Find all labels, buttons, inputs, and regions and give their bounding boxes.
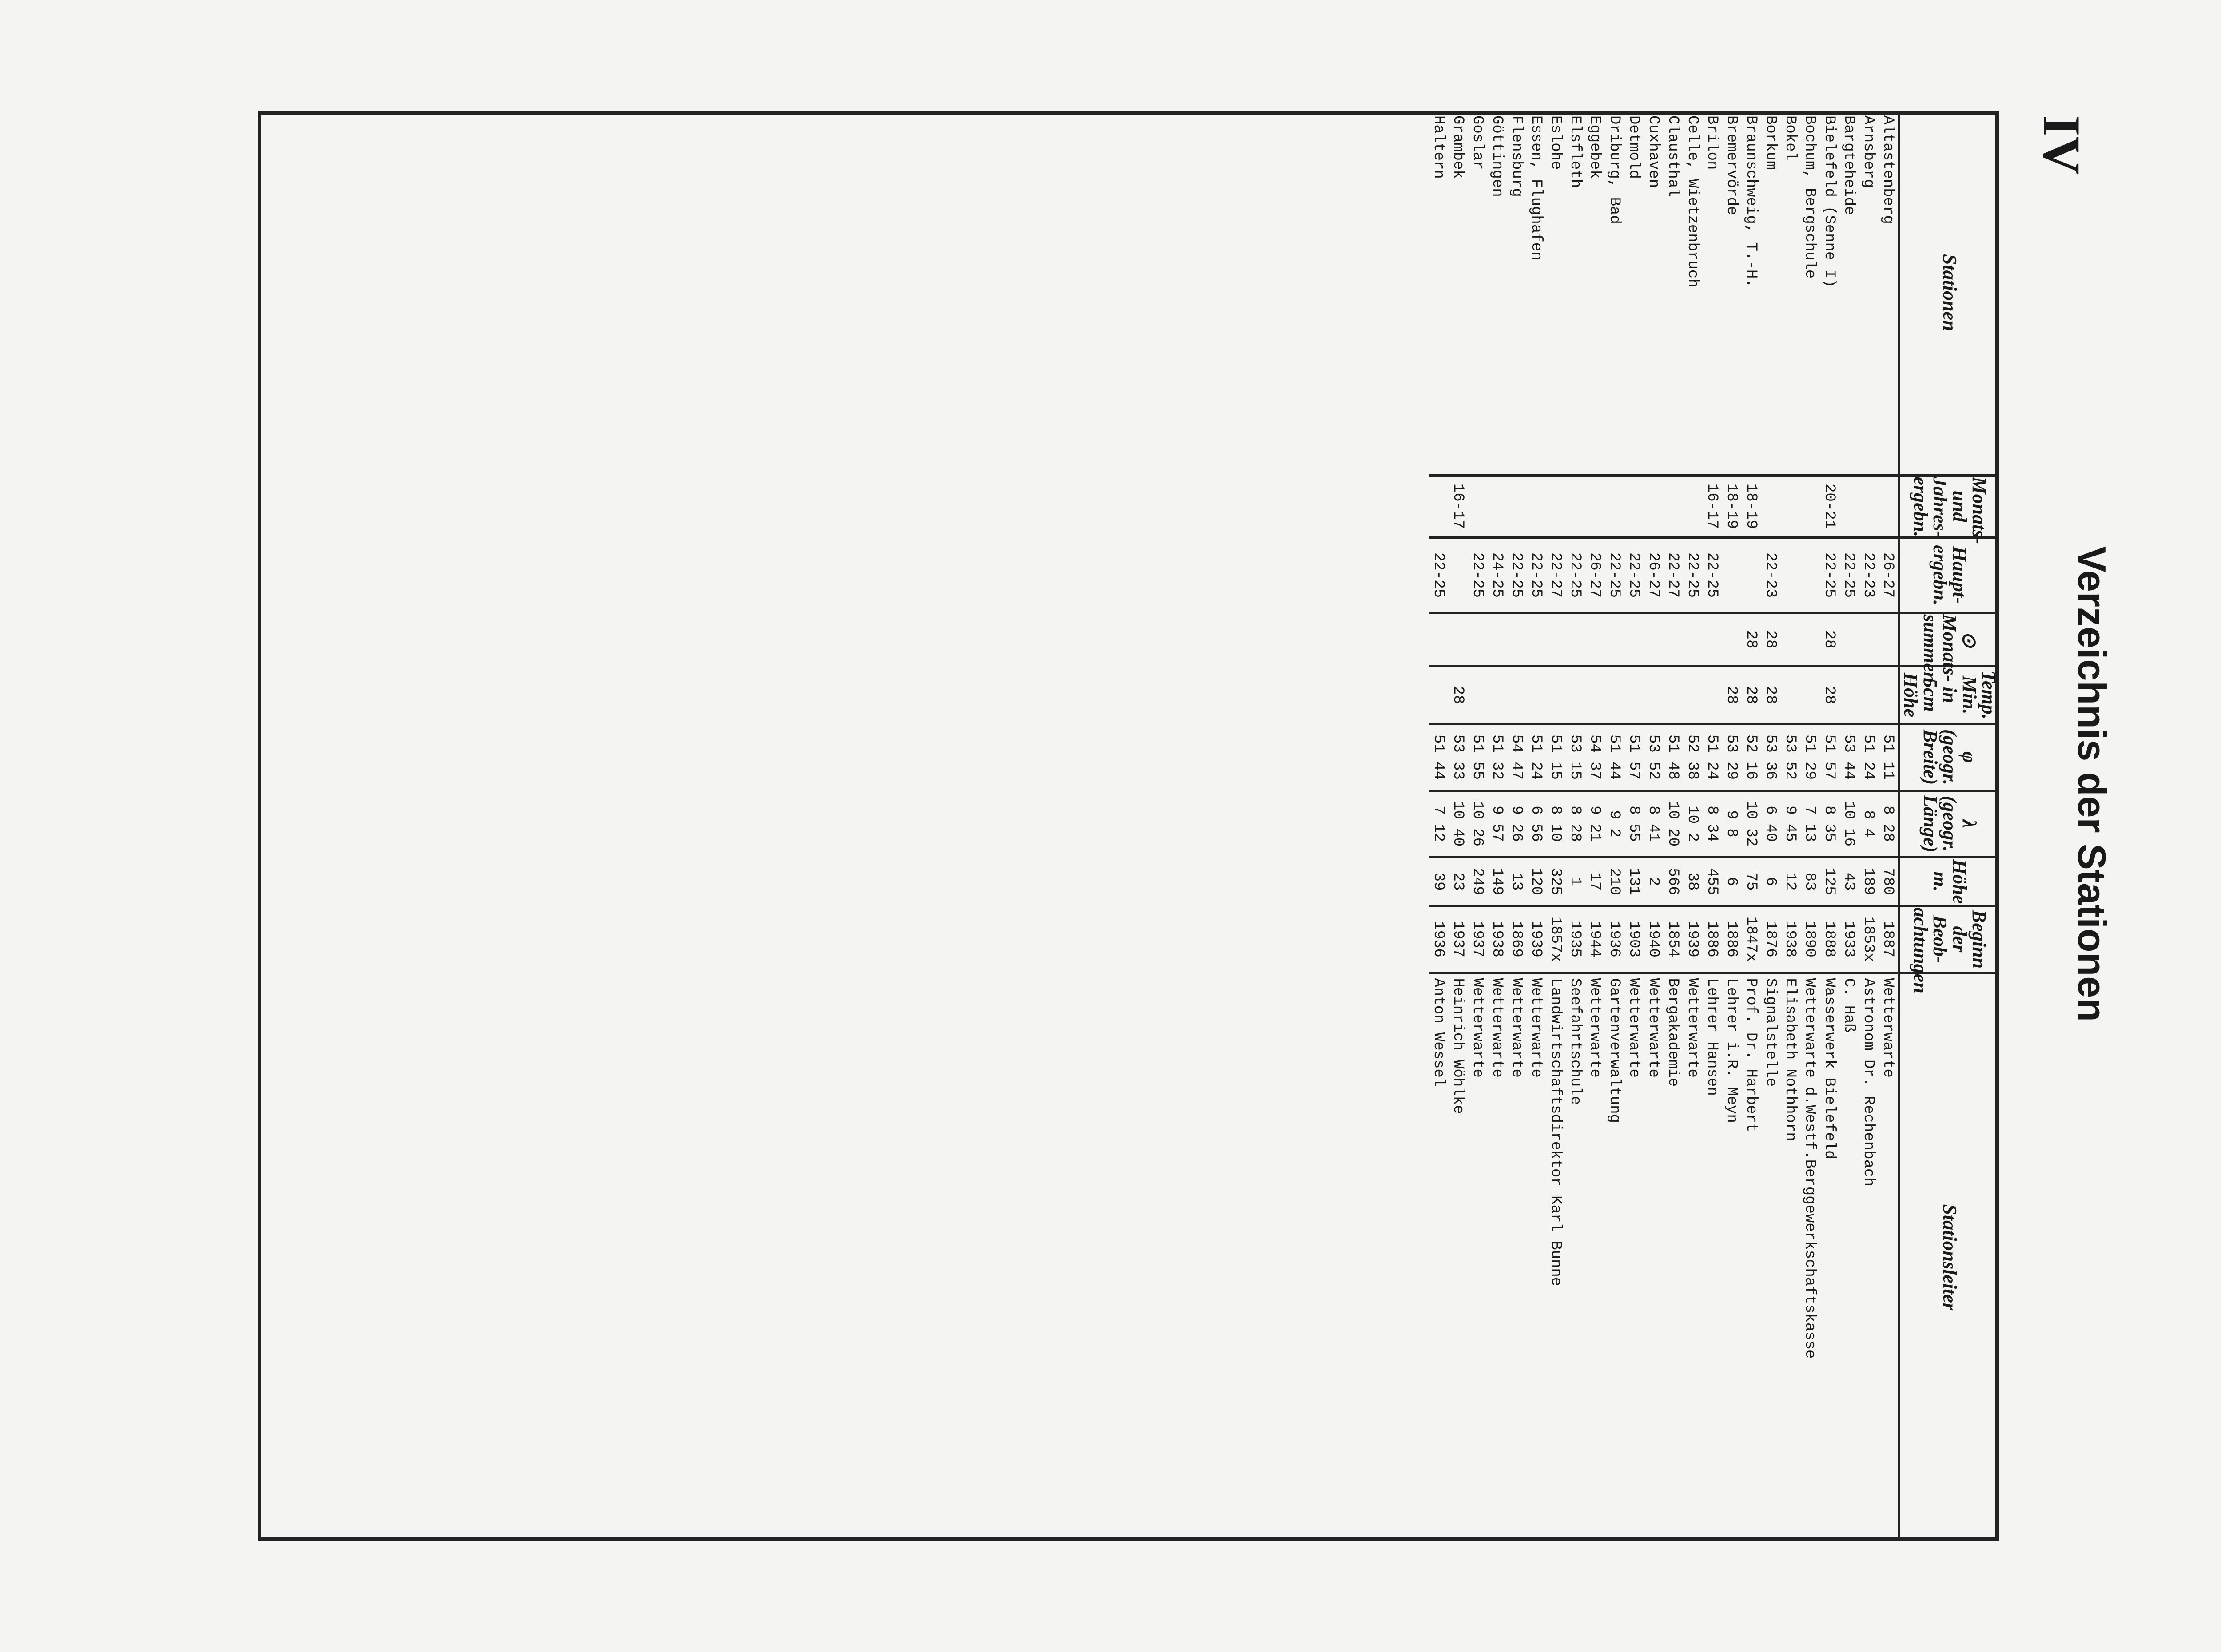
table-cell xyxy=(1507,475,1526,537)
table-cell: 52 38 xyxy=(1683,724,1702,790)
table-row xyxy=(1507,111,1526,1541)
table-row xyxy=(1526,111,1546,1541)
table-cell: 10 26 xyxy=(1468,790,1487,857)
table-cell: 9 57 xyxy=(1487,790,1507,857)
table-cell: 13 xyxy=(1507,857,1526,906)
table-cell xyxy=(1468,475,1487,537)
header-temp: Temp. Min. in 5cm Höhe xyxy=(1899,666,1999,724)
header-row xyxy=(1899,111,1999,1541)
table-cell: 54 47 xyxy=(1507,724,1526,790)
table-cell: 53 52 xyxy=(1780,724,1800,790)
table-cell: 28 xyxy=(1741,613,1761,666)
table-cell: 28 xyxy=(1761,666,1780,724)
table-cell: 22-25 xyxy=(1819,537,1839,613)
table-cell: 51 44 xyxy=(1604,724,1624,790)
table-cell xyxy=(1604,613,1624,666)
table-cell: 249 xyxy=(1468,857,1487,906)
table-cell: Grambek xyxy=(1448,111,1468,475)
table-cell: 53 44 xyxy=(1839,724,1859,790)
table-row xyxy=(1546,111,1565,1541)
page-title: Verzeichnis der Stationen xyxy=(2070,546,2114,1022)
table-cell: Celle, Wietzenbruch xyxy=(1683,111,1702,475)
table-cell: 20-21 xyxy=(1819,475,1839,537)
table-cell: Wetterwarte xyxy=(1489,978,1505,1078)
table-cell: Wetterwarte xyxy=(1684,978,1701,1078)
table-cell: 28 xyxy=(1761,613,1780,666)
table-cell xyxy=(1448,537,1468,613)
table-cell: 566 xyxy=(1663,857,1683,906)
table-cell: 8 28 xyxy=(1565,790,1585,857)
table-cell: 22-23 xyxy=(1761,537,1780,613)
table-cell: Wetterwarte xyxy=(1645,978,1662,1078)
table-cell: 53 33 xyxy=(1448,724,1468,790)
table-row xyxy=(1741,111,1761,1541)
table-cell: 24-25 xyxy=(1487,537,1507,613)
table-cell: 8 34 xyxy=(1702,790,1722,857)
table-cell: 22-25 xyxy=(1683,537,1702,613)
header-hoehe: Höhe m. xyxy=(1899,857,1999,906)
table-cell: 189 xyxy=(1859,857,1878,906)
table-row xyxy=(1839,111,1859,1541)
table-cell: 38 xyxy=(1683,857,1702,906)
table-cell: 51 48 xyxy=(1663,724,1683,790)
table-cell xyxy=(1429,666,1448,724)
table-cell xyxy=(1546,666,1565,724)
table-cell: 23 xyxy=(1448,857,1468,906)
table-cell: 8 10 xyxy=(1546,790,1565,857)
table-cell xyxy=(1526,475,1546,537)
table-row xyxy=(1487,111,1507,1541)
table-cell: 9 45 xyxy=(1780,790,1800,857)
table-cell: 26-27 xyxy=(1585,537,1604,613)
table-cell xyxy=(1839,475,1859,537)
table-cell: 54 37 xyxy=(1585,724,1604,790)
table-cell: 52 16 xyxy=(1741,724,1761,790)
table-cell: 22-25 xyxy=(1839,537,1859,613)
table-cell xyxy=(1604,666,1624,724)
table-cell: 12 xyxy=(1780,857,1800,906)
table-cell xyxy=(1507,613,1526,666)
table-cell: 9 8 xyxy=(1722,790,1741,857)
table-cell: Bargteheide xyxy=(1839,111,1859,475)
table-cell: 1876 xyxy=(1761,906,1780,973)
header-monat: Monats- und Jahres- ergebn. xyxy=(1899,475,1999,537)
table-cell: 1857x xyxy=(1546,906,1565,973)
table-cell: 22-23 xyxy=(1859,537,1878,613)
table-cell xyxy=(1780,537,1800,613)
table-cell xyxy=(1722,537,1741,613)
table-cell xyxy=(1565,666,1585,724)
table-cell: 1939 xyxy=(1683,906,1702,973)
table-cell: 6 xyxy=(1722,857,1741,906)
table-cell xyxy=(1448,613,1468,666)
table-row xyxy=(1644,111,1663,1541)
table-cell: Arnsberg xyxy=(1859,111,1878,475)
table-cell: 1935 xyxy=(1565,906,1585,973)
table-cell: 53 15 xyxy=(1565,724,1585,790)
table-cell xyxy=(1741,537,1761,613)
table-cell: Flensburg xyxy=(1507,111,1526,475)
table-cell: 26-27 xyxy=(1878,537,1899,613)
table-cell xyxy=(1859,666,1878,724)
table-cell xyxy=(1507,666,1526,724)
table-cell: 51 24 xyxy=(1859,724,1878,790)
table-cell: Essen, Flughafen xyxy=(1526,111,1546,475)
table-cell: Elsfleth xyxy=(1565,111,1585,475)
table-cell xyxy=(1878,666,1899,724)
table-cell: 120 xyxy=(1526,857,1546,906)
table-cell xyxy=(1468,613,1487,666)
table-cell: 17 xyxy=(1585,857,1604,906)
table-cell xyxy=(1878,475,1899,537)
table-row xyxy=(1585,111,1604,1541)
header-breite: φ (geogr. Breite) xyxy=(1899,724,1999,790)
table-cell xyxy=(1644,475,1663,537)
table-cell: 1853x xyxy=(1859,906,1878,973)
table-cell: Heinrich Wöhlke xyxy=(1449,978,1466,1114)
table-cell: 7 13 xyxy=(1800,790,1819,857)
table-cell xyxy=(1624,613,1644,666)
table-cell: 16-17 xyxy=(1702,475,1722,537)
table-row xyxy=(1761,111,1780,1541)
table-cell xyxy=(1487,613,1507,666)
table-cell: 22-25 xyxy=(1565,537,1585,613)
table-cell: 9 26 xyxy=(1507,790,1526,857)
table-cell xyxy=(1683,666,1702,724)
table-cell xyxy=(1487,475,1507,537)
table-cell: 22-25 xyxy=(1702,537,1722,613)
table-cell: Borkum xyxy=(1761,111,1780,475)
table-cell: 1869 xyxy=(1507,906,1526,973)
table-cell: Detmold xyxy=(1624,111,1644,475)
table-cell: Bergakademie xyxy=(1664,978,1681,1087)
table-cell: 22-25 xyxy=(1468,537,1487,613)
table-cell: 780 xyxy=(1878,857,1899,906)
table-cell: Signalstelle xyxy=(1762,978,1779,1087)
table-row xyxy=(1429,111,1448,1541)
table-cell: 22-25 xyxy=(1526,537,1546,613)
table-cell: Wetterwarte xyxy=(1586,978,1603,1078)
table-cell: 10 16 xyxy=(1839,790,1859,857)
table-cell: 28 xyxy=(1448,666,1468,724)
table-cell: Wetterwarte xyxy=(1528,978,1544,1078)
table-cell: 9 21 xyxy=(1585,790,1604,857)
table-cell: 1939 xyxy=(1526,906,1546,973)
table-cell: 455 xyxy=(1702,857,1722,906)
table-cell: 1944 xyxy=(1585,906,1604,973)
table-cell: 10 2 xyxy=(1683,790,1702,857)
table-cell: 1847x xyxy=(1741,906,1761,973)
table-cell: Wetterwarte d.Westf.Berggewerkschaftskasse xyxy=(1801,978,1818,1359)
header-summen: ⊙ Monats- summen xyxy=(1899,613,1999,666)
table-cell xyxy=(1585,666,1604,724)
table-row xyxy=(1800,111,1819,1541)
table-cell: Haltern xyxy=(1429,111,1448,475)
table-cell: Bokel xyxy=(1780,111,1800,475)
table-row xyxy=(1683,111,1702,1541)
table-cell xyxy=(1878,613,1899,666)
table-cell: 51 32 xyxy=(1487,724,1507,790)
table-cell: 28 xyxy=(1722,666,1741,724)
table-row xyxy=(1565,111,1585,1541)
table-cell: Eslohe xyxy=(1546,111,1565,475)
table-cell xyxy=(1487,666,1507,724)
table-cell: 8 4 xyxy=(1859,790,1878,857)
table-cell xyxy=(1683,475,1702,537)
table-cell xyxy=(1702,666,1722,724)
table-cell: 1937 xyxy=(1468,906,1487,973)
table-cell xyxy=(1526,613,1546,666)
table-cell: 6 40 xyxy=(1761,790,1780,857)
table-cell: 51 29 xyxy=(1800,724,1819,790)
table-row xyxy=(1604,111,1624,1541)
header-beginn: Beginn der Beob- achtungen xyxy=(1899,906,1999,973)
table-cell: Brilon xyxy=(1702,111,1722,475)
table-row xyxy=(1878,111,1899,1541)
table-cell: 2 xyxy=(1644,857,1663,906)
table-cell xyxy=(1526,666,1546,724)
table-cell xyxy=(1859,475,1878,537)
table-cell xyxy=(1663,613,1683,666)
page-number: IV xyxy=(2032,115,2091,175)
stations-table xyxy=(1429,111,1999,1541)
table-cell: Lehrer Hansen xyxy=(1704,978,1720,1096)
table-cell: 1886 xyxy=(1722,906,1741,973)
table-cell xyxy=(1565,613,1585,666)
table-cell: Wetterwarte xyxy=(1469,978,1486,1078)
table-row xyxy=(1448,111,1468,1541)
table-cell: C. Haß xyxy=(1840,978,1857,1032)
table-cell xyxy=(1839,666,1859,724)
stations-table-rotated xyxy=(258,111,1999,1541)
table-cell: 1 xyxy=(1565,857,1585,906)
header-haupt: Haupt- ergebn. xyxy=(1899,537,1999,613)
table-cell: 9 2 xyxy=(1604,790,1624,857)
table-cell: 325 xyxy=(1546,857,1565,906)
table-cell xyxy=(1702,613,1722,666)
table-cell: 6 xyxy=(1761,857,1780,906)
table-row xyxy=(1722,111,1741,1541)
table-cell: Prof. Dr. Harbert xyxy=(1743,978,1759,1132)
table-cell: 149 xyxy=(1487,857,1507,906)
table-cell xyxy=(1761,475,1780,537)
table-cell: Astronom Dr. Rechenbach xyxy=(1860,978,1877,1187)
table-cell: 1938 xyxy=(1487,906,1507,973)
table-cell xyxy=(1585,475,1604,537)
table-cell: Landwirtschaftsdirektor Karl Bunne xyxy=(1547,978,1564,1287)
table-cell: 53 29 xyxy=(1722,724,1741,790)
table-cell: Wetterwarte xyxy=(1508,978,1525,1078)
table-row xyxy=(1702,111,1722,1541)
table-cell: 51 55 xyxy=(1468,724,1487,790)
table-cell: 131 xyxy=(1624,857,1644,906)
table-cell: 43 xyxy=(1839,857,1859,906)
table-cell: Eggebek xyxy=(1585,111,1604,475)
table-row xyxy=(1819,111,1839,1541)
table-cell: 22-27 xyxy=(1663,537,1683,613)
table-cell: Lehrer i.R. Meyn xyxy=(1723,978,1740,1123)
table-cell: 22-27 xyxy=(1546,537,1565,613)
table-cell: Seefahrtschule xyxy=(1567,978,1584,1105)
table-cell xyxy=(1624,475,1644,537)
table-cell: 7 12 xyxy=(1429,790,1448,857)
table-cell: Elisabeth Nothhorn xyxy=(1782,978,1799,1141)
table-cell xyxy=(1546,613,1565,666)
table-cell: 22-25 xyxy=(1604,537,1624,613)
table-cell: 10 32 xyxy=(1741,790,1761,857)
table-row xyxy=(1624,111,1644,1541)
table-cell: 18-19 xyxy=(1722,475,1741,537)
table-cell: 1937 xyxy=(1448,906,1468,973)
table-cell xyxy=(1585,613,1604,666)
table-cell: 18-19 xyxy=(1741,475,1761,537)
table-cell: Wasserwerk Bielefeld xyxy=(1821,978,1838,1160)
table-cell: 10 40 xyxy=(1448,790,1468,857)
table-cell: 75 xyxy=(1741,857,1761,906)
table-cell xyxy=(1722,613,1741,666)
table-cell: 1936 xyxy=(1604,906,1624,973)
table-cell xyxy=(1624,666,1644,724)
table-body xyxy=(1429,111,1899,1541)
table-cell: 1933 xyxy=(1839,906,1859,973)
table-cell xyxy=(1663,475,1683,537)
table-cell xyxy=(1468,666,1487,724)
table-cell xyxy=(1859,613,1878,666)
table-cell xyxy=(1429,475,1448,537)
table-cell xyxy=(1780,613,1800,666)
table-cell xyxy=(1839,613,1859,666)
table-cell xyxy=(1663,666,1683,724)
table-cell: 28 xyxy=(1819,613,1839,666)
table-cell xyxy=(1644,613,1663,666)
table-cell: 22-25 xyxy=(1429,537,1448,613)
table-cell: Bremervörde xyxy=(1722,111,1741,475)
table-cell: Bielefeld (Senne I) xyxy=(1819,111,1839,475)
table-cell: 8 41 xyxy=(1644,790,1663,857)
table-cell xyxy=(1800,537,1819,613)
table-cell xyxy=(1780,666,1800,724)
table-cell: Anton Wessel xyxy=(1430,978,1447,1087)
table-cell: 8 28 xyxy=(1878,790,1899,857)
table-cell: 53 52 xyxy=(1644,724,1663,790)
table-cell: 26-27 xyxy=(1644,537,1663,613)
table-cell: Braunschweig, T.-H. xyxy=(1741,111,1761,475)
table-cell: 22-25 xyxy=(1624,537,1644,613)
table-row xyxy=(1663,111,1683,1541)
table-cell xyxy=(1604,475,1624,537)
table-cell: 51 24 xyxy=(1702,724,1722,790)
table-cell: 22-25 xyxy=(1507,537,1526,613)
table-row xyxy=(1780,111,1800,1541)
table-cell: Göttingen xyxy=(1487,111,1507,475)
table-cell: Clausthal xyxy=(1663,111,1683,475)
table-cell: 28 xyxy=(1819,666,1839,724)
table-cell: Altastenberg xyxy=(1878,111,1899,475)
table-cell: 51 44 xyxy=(1429,724,1448,790)
table-cell: Driburg, Bad xyxy=(1604,111,1624,475)
table-row xyxy=(1468,111,1487,1541)
table-cell xyxy=(1683,613,1702,666)
table-cell: Wetterwarte xyxy=(1879,978,1896,1078)
table-row xyxy=(1859,111,1878,1541)
table-cell: 1940 xyxy=(1644,906,1663,973)
table-cell: 1936 xyxy=(1429,906,1448,973)
table-cell: 16-17 xyxy=(1448,475,1468,537)
table-cell xyxy=(1780,475,1800,537)
table-cell xyxy=(1800,666,1819,724)
table-cell: Wetterwarte xyxy=(1625,978,1642,1078)
table-cell: 125 xyxy=(1819,857,1839,906)
table-cell: 51 15 xyxy=(1546,724,1565,790)
table-cell: 1903 xyxy=(1624,906,1644,973)
table-cell: 53 36 xyxy=(1761,724,1780,790)
table-cell: Goslar xyxy=(1468,111,1487,475)
table-cell: 8 55 xyxy=(1624,790,1644,857)
table-cell xyxy=(1800,613,1819,666)
table-cell: 1854 xyxy=(1663,906,1683,973)
table-cell: 28 xyxy=(1741,666,1761,724)
table-cell xyxy=(1644,666,1663,724)
table-cell: 51 11 xyxy=(1878,724,1899,790)
table-cell xyxy=(1800,475,1819,537)
header-laenge: λ (geogr. Länge) xyxy=(1899,790,1999,857)
table-cell: 83 xyxy=(1800,857,1819,906)
table-cell: 8 35 xyxy=(1819,790,1839,857)
table-cell: 1886 xyxy=(1702,906,1722,973)
table-cell xyxy=(1546,475,1565,537)
table-cell xyxy=(1565,475,1585,537)
table-cell: 1887 xyxy=(1878,906,1899,973)
table-cell: 10 20 xyxy=(1663,790,1683,857)
table-cell: 1888 xyxy=(1819,906,1839,973)
table-cell: 6 56 xyxy=(1526,790,1546,857)
header-station: Stationen xyxy=(1899,111,1999,475)
table-cell: 1938 xyxy=(1780,906,1800,973)
table-cell: 1890 xyxy=(1800,906,1819,973)
table-cell: Gartenverwaltung xyxy=(1606,978,1623,1123)
table-cell: Bochum, Bergschule xyxy=(1800,111,1819,475)
table-cell: 39 xyxy=(1429,857,1448,906)
table-cell: 51 57 xyxy=(1624,724,1644,790)
table-cell: 51 24 xyxy=(1526,724,1546,790)
table-cell xyxy=(1429,613,1448,666)
table-cell: Cuxhaven xyxy=(1644,111,1663,475)
header-leiter: Stationsleiter xyxy=(1899,973,1999,1541)
table-cell: 51 57 xyxy=(1819,724,1839,790)
table-cell: 210 xyxy=(1604,857,1624,906)
